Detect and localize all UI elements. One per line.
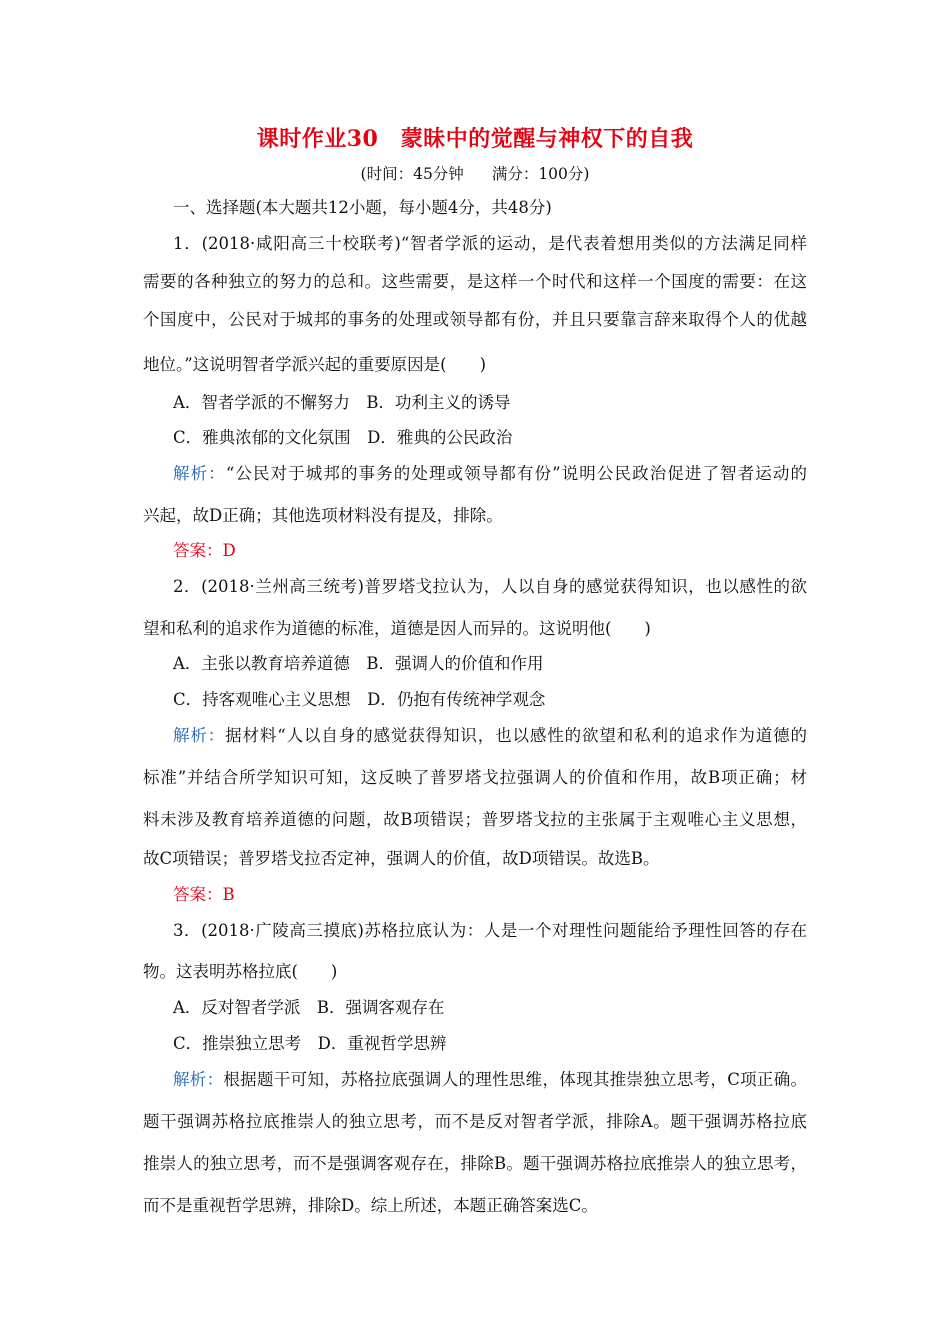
question-1-options-row-1: A．智者学派的不懈努力 B．功利主义的诱导 bbox=[173, 393, 511, 412]
question-2-analysis-line-4: 故C项错误；普罗塔戈拉否定神，强调人的价值，故D项错误。故选B。 bbox=[143, 849, 660, 868]
question-1-analysis-line-2: 兴起，故D正确；其他选项材料没有提及，排除。 bbox=[143, 506, 503, 525]
question-1-stem-line-3: 个国度中，公民对于城邦的事务的处理或领导都有份，并且只要靠言辞来取得个人的优越 bbox=[143, 310, 807, 329]
question-2-analysis-line-3: 料未涉及教育培养道德的问题，故B项错误；普罗塔戈拉的主张属于主观唯心主义思想， bbox=[143, 810, 807, 829]
question-2-answer: 答案：B bbox=[173, 885, 235, 904]
section-heading: 一、选择题(本大题共12小题，每小题4分，共48分) bbox=[173, 198, 552, 217]
analysis-label: 解析： bbox=[173, 1070, 224, 1089]
question-3-analysis-line-1: 解析：根据题干可知，苏格拉底强调人的理性思维，体现其推崇独立思考，C项正确。 bbox=[173, 1070, 808, 1089]
question-3-analysis-line-4: 而不是重视哲学思辨，排除D。综上所述，本题正确答案选C。 bbox=[143, 1196, 598, 1215]
analysis-label: 解析： bbox=[173, 464, 226, 483]
question-1-analysis-line-1: 解析：“公民对于城邦的事务的处理或领导都有份”说明公民政治促进了智者运动的 bbox=[173, 464, 808, 483]
question-1-answer: 答案：D bbox=[173, 541, 236, 560]
question-3-analysis-line-3: 推崇人的独立思考，而不是强调客观存在，排除B。题干强调苏格拉底推崇人的独立思考， bbox=[143, 1154, 807, 1173]
time-limit: (时间：45分钟 bbox=[360, 165, 464, 183]
page-title: 课时作业30 蒙昧中的觉醒与神权下的自我 bbox=[256, 126, 694, 152]
question-1-options-row-2: C．雅典浓郁的文化氛围 D．雅典的公民政治 bbox=[173, 428, 513, 447]
question-3-stem-line-2: 物。这表明苏格拉底( ) bbox=[143, 962, 338, 981]
question-2-options-row-1: A．主张以教育培养道德 B．强调人的价值和作用 bbox=[173, 654, 544, 673]
subtitle bbox=[0, 162, 950, 184]
question-1-stem-line-4: 地位。”这说明智者学派兴起的重要原因是( ) bbox=[143, 355, 487, 374]
question-2-analysis-line-2: 标准”并结合所学知识可知，这反映了普罗塔戈拉强调人的价值和作用，故B项正确；材 bbox=[143, 768, 807, 787]
question-3-analysis-line-2: 题干强调苏格拉底推崇人的独立思考，而不是反对智者学派，排除A。题干强调苏格拉底 bbox=[143, 1112, 807, 1131]
question-3-options-row-1: A．反对智者学派 B．强调客观存在 bbox=[173, 998, 445, 1017]
question-2-options-row-2: C．持客观唯心主义思想 D．仍抱有传统神学观念 bbox=[173, 690, 546, 709]
question-1-stem-line-2: 需要的各种独立的努力的总和。这些需要，是这样一个时代和这样一个国度的需要：在这 bbox=[143, 272, 807, 291]
analysis-label: 解析： bbox=[173, 726, 226, 745]
question-2-analysis-line-1: 解析：据材料“人以自身的感觉获得知识，也以感性的欲望和私利的追求作为道德的 bbox=[173, 726, 808, 745]
question-3-stem-line-1: 3．(2018·广陵高三摸底)苏格拉底认为：人是一个对理性问题能给予理性回答的存在 bbox=[173, 921, 807, 940]
question-2-stem-line-1: 2．(2018·兰州高三统考)普罗塔戈拉认为，人以自身的感觉获得知识，也以感性的欲 bbox=[173, 577, 807, 596]
question-2-stem-line-2: 望和私利的追求作为道德的标准，道德是因人而异的。这说明他( ) bbox=[143, 619, 651, 638]
full-score: 满分：100分) bbox=[491, 165, 590, 183]
question-1-stem-line-1: 1．(2018·咸阳高三十校联考)“智者学派的运动，是代表着想用类似的方法满足同样 bbox=[173, 234, 807, 253]
question-3-options-row-2: C．推崇独立思考 D．重视哲学思辨 bbox=[173, 1034, 447, 1053]
